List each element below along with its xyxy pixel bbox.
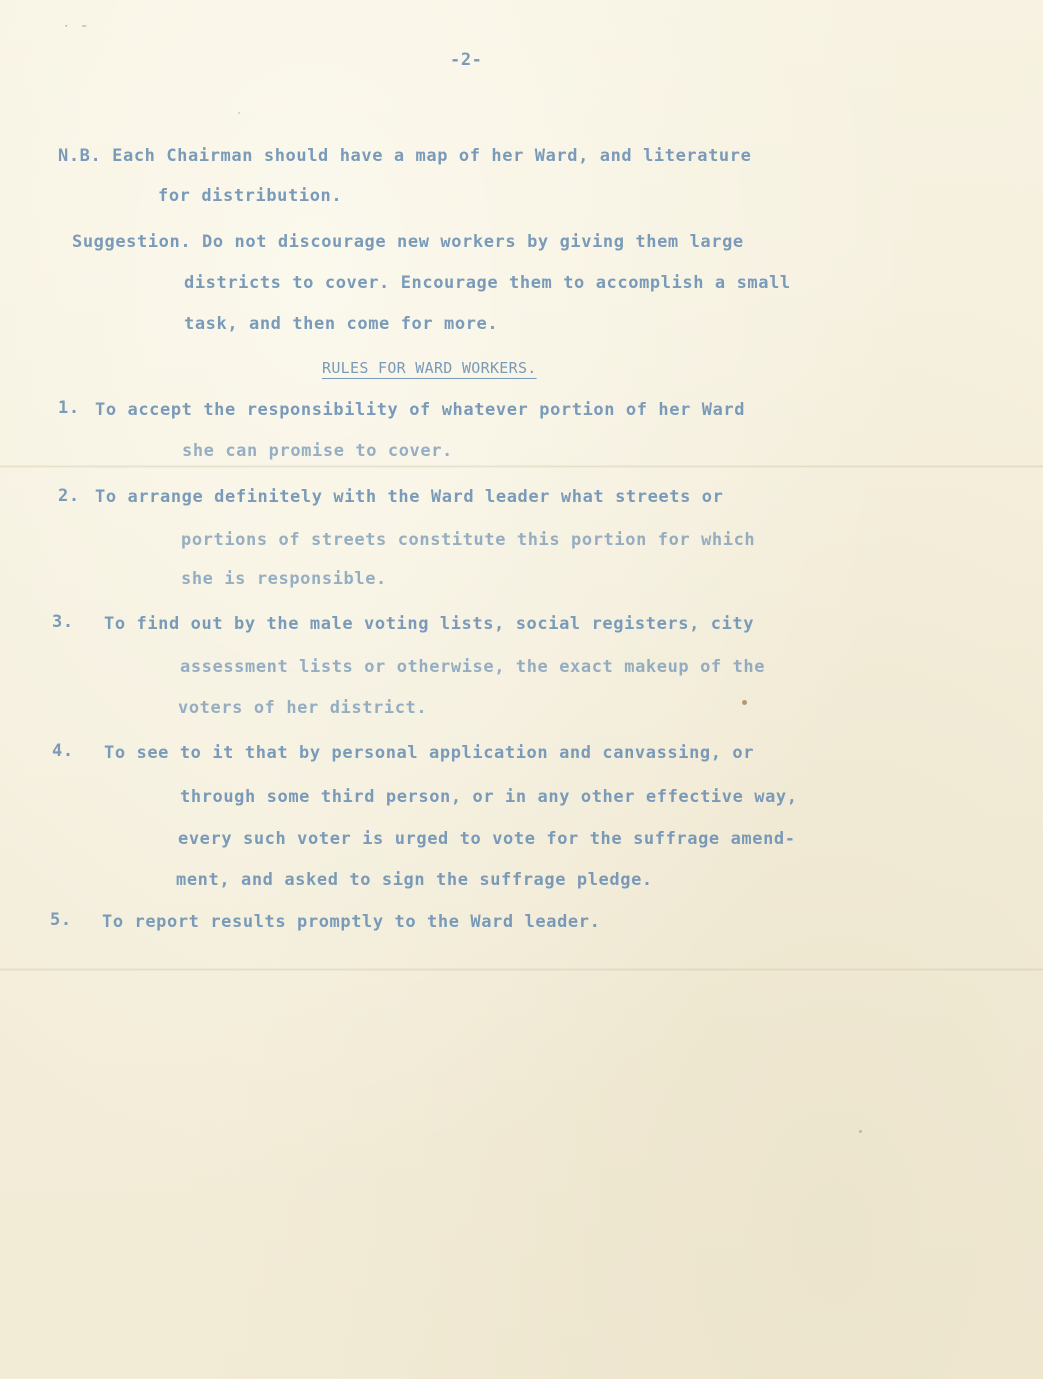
rule-3-line-2: assessment lists or otherwise, the exact makeup of the [180,657,766,677]
paper-fold-line [0,968,1043,971]
rule-3-line-1: To find out by the male voting lists, social registers, city [104,614,755,634]
suggestion-line-3: task, and then come for more. [184,314,499,334]
rule-2-line-3: she is responsible. [181,569,387,589]
note-line-1: N.B. Each Chairman should have a map of her Ward, and literature [58,146,752,166]
paper-speck [742,700,747,705]
rule-1-line-1: To accept the responsibility of whatever portion of her Ward [95,400,746,420]
rule-4-line-2: through some third person, or in any other effective way, [180,787,798,807]
rule-number: 4. [52,741,74,761]
rule-1-line-2: she can promise to cover. [182,441,453,461]
corner-mark: ˙ ˉ [62,24,90,40]
rule-4-line-3: every such voter is urged to vote for the suffrage amend- [178,829,796,849]
rule-4-line-1: To see to it that by personal application and canvassing, or [104,743,755,763]
rule-3-line-3: voters of her district. [178,698,428,718]
suggestion-line-1: Suggestion. Do not discourage new workers by giving them large [72,232,744,252]
rule-number: 1. [58,398,80,418]
rule-2-line-2: portions of streets constitute this portion for which [181,530,756,550]
suggestion-line-2: districts to cover. Encourage them to accomplish a small [184,273,791,293]
rule-number: 3. [52,612,74,632]
rule-4-line-4: ment, and asked to sign the suffrage pledge. [176,870,653,890]
page-number: -2- [450,50,483,70]
paper-speck [859,1130,862,1133]
rule-number: 2. [58,486,80,506]
rules-heading: RULES FOR WARD WORKERS. [322,359,537,377]
paper-speck [238,112,240,114]
paper-fold-line [0,465,1043,468]
rule-5-line-1: To report results promptly to the Ward leader. [102,912,601,932]
rule-2-line-1: To arrange definitely with the Ward leader what streets or [95,487,724,507]
rule-number: 5. [50,910,72,930]
note-line-2: for distribution. [158,186,343,206]
